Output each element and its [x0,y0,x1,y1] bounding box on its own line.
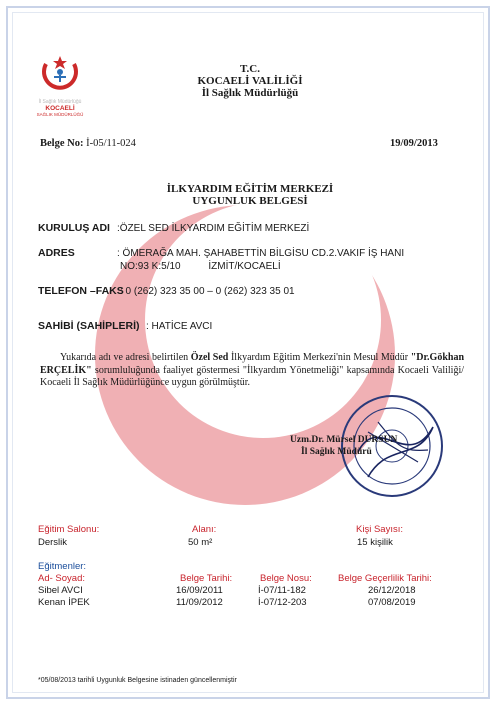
logo-caption: İl Sağlık Müdürlüğü [38,99,82,105]
trainer-row-2-name: Kenan İPEK [38,597,90,608]
header-mudurluk: İl Sağlık Müdürlüğü [201,87,299,99]
logo-title: KOCAELİ [45,105,75,112]
paragraph-text-2: İlkyardım Eğitim Merkezi'nin Mesul Müdür [228,352,411,363]
training-room-value: Derslik [38,537,68,548]
document-number [40,138,136,149]
document-number-label: Belge No: [40,138,84,149]
trainer-row-1-validity: 26/12/2018 [368,585,416,596]
logo-subtitle: SAĞLIK MÜDÜRLÜĞÜ [36,112,84,117]
document-title: İLKYARDIM EĞİTİM MERKEZİ [166,183,334,195]
signatory-role: İl Sağlık Müdürü [301,447,372,457]
cert-number-header: Belge Nosu: [260,573,312,584]
paragraph-text-1: Yukarıda adı ve adresi belirtilen [60,352,191,363]
trainer-row-2-number: İ-07/12-203 [258,597,307,608]
trainer-row-2-date: 11/09/2012 [176,597,223,608]
approval-paragraph [40,352,464,390]
paragraph-center-name: Özel Sed [190,352,229,363]
address-value-line2: NO:93 K:5/10 İZMİT/KOCAELİ [120,261,281,272]
paragraph-text-3: sorumluluğunda faaliyet göstermesi "İlkyardım Yönetmeliği" kapsamında Kocaeli Valiliği/ Kocaeli İl Sağlık Müdürlüğünce uygun görülmüştür. [40,364,464,388]
phone-fax-label: TELEFON –FAKS [38,285,124,297]
signatory-name: Uzm.Dr. Mürsel DURSUN [290,435,398,445]
trainers-label: Eğitmenler: [38,561,87,572]
trainer-row-1-date: 16/09/2011 [176,585,223,596]
document-number-value: İ-05/11-024 [86,138,136,149]
owner-value: : HATİCE AVCI [146,321,213,332]
address-value-line1: : ÖMERAĞA MAH. ŞAHABETTİN BİLGİSU CD.2.VAKIF İŞ HANI [117,248,405,259]
official-stamp-icon [338,392,446,500]
phone-fax-value: : 0 (262) 323 35 00 – 0 (262) 323 35 01 [120,286,295,297]
capacity-label: Kişi Sayısı: [356,524,403,535]
trainer-row-2-validity: 07/08/2019 [368,597,416,608]
address-label: ADRES [38,247,75,259]
cert-date-header: Belge Tarihi: [180,573,233,584]
institution-name-value: :ÖZEL SED İLKYARDIM EĞİTİM MERKEZİ [117,223,310,234]
footnote: *05/08/2013 tarihli Uygunluk Belgesine istinaden güncellenmiştir [38,677,237,684]
document-subtitle: UYGUNLUK BELGESİ [192,195,308,207]
trainer-row-1-name: Sibel AVCI [38,585,83,596]
header-tc: T.C. [240,63,260,75]
document-date: 19/09/2013 [390,138,438,149]
owner-label: SAHİBİ (SAHİPLERİ) [38,320,140,332]
area-label: Alanı: [192,524,217,535]
cert-validity-header: Belge Geçerlilik Tarihi: [338,573,432,584]
training-room-label: Eğitim Salonu: [38,524,100,535]
area-value: 50 m² [188,537,213,548]
trainer-name-header: Ad- Soyad: [38,573,85,584]
trainer-row-1-number: İ-07/11-182 [258,585,306,596]
capacity-value: 15 kişilik [357,537,393,548]
paragraph-director-name: "Dr.Gökhan ERÇELİK" [40,352,465,376]
header-valilik: KOCAELİ VALİLİĞİ [197,75,303,87]
institution-name-label: KURULUŞ ADI [38,222,110,234]
